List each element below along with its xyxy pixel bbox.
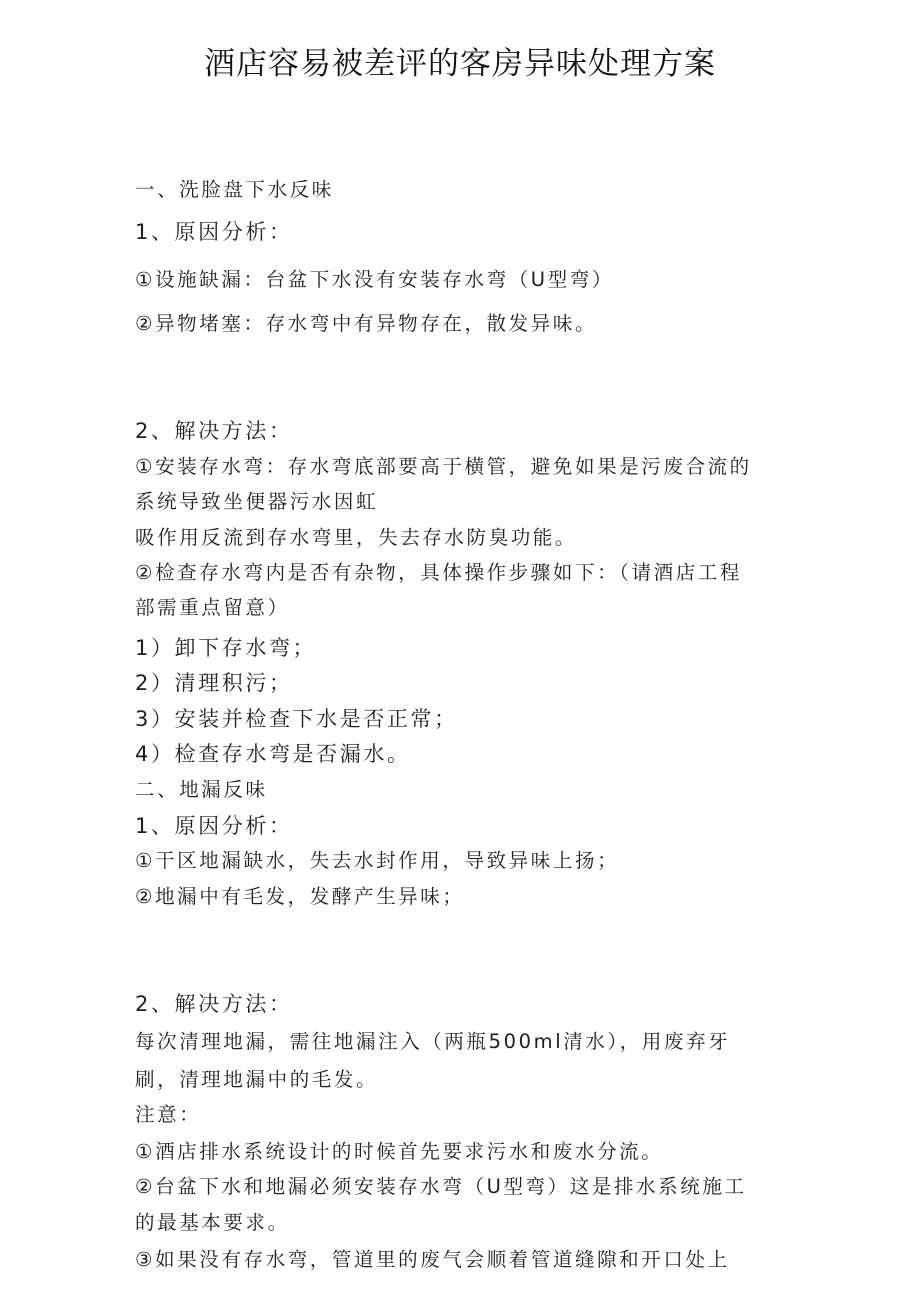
subheading-cause-1: 1、原因分析： xyxy=(135,220,293,244)
paragraph-line: 的最基本要求。 xyxy=(135,1211,290,1234)
section-heading-1: 一、洗脸盘下水反味 xyxy=(135,178,334,201)
paragraph-line: 系统导致坐便器污水因虹 xyxy=(135,490,379,513)
paragraph-line: ③如果没有存水弯，管道里的废气会顺着管道缝隙和开口处上 xyxy=(135,1248,730,1271)
paragraph-line: ②地漏中有毛发，发酵产生异味； xyxy=(135,885,465,908)
note-label: 注意： xyxy=(135,1103,202,1126)
step-item: 3）安装并检查下水是否正常； xyxy=(135,707,458,731)
section-heading-2: 二、地漏反味 xyxy=(135,778,268,801)
paragraph-line: ①安装存水弯：存水弯底部要高于横管，避免如果是污废合流的 xyxy=(135,455,752,478)
paragraph-line: ①干区地漏缺水，失去水封作用，导致异味上扬； xyxy=(135,849,620,872)
paragraph-line: 吸作用反流到存水弯里，失去存水防臭功能。 xyxy=(135,526,578,549)
subheading-cause-2: 1、原因分析： xyxy=(135,814,293,838)
paragraph-line: ②异物堵塞：存水弯中有异物存在，散发异味。 xyxy=(135,312,598,335)
paragraph-line: ①酒店排水系统设计的时候首先要求污水和废水分流。 xyxy=(135,1140,664,1163)
paragraph-line: ②检查存水弯内是否有杂物，具体操作步骤如下：（请酒店工程 xyxy=(135,561,743,584)
paragraph-line: 部需重点留意） xyxy=(135,596,290,619)
paragraph-line: 刷，清理地漏中的毛发。 xyxy=(135,1068,379,1091)
subheading-solution-1: 2、解决方法： xyxy=(135,419,293,443)
paragraph-line: ②台盆下水和地漏必须安装存水弯（U型弯）这是排水系统施工 xyxy=(135,1175,747,1198)
subheading-solution-2: 2、解决方法： xyxy=(135,992,293,1016)
paragraph-line: ①设施缺漏：台盆下水没有安装存水弯（U型弯） xyxy=(135,268,614,291)
step-item: 2）清理积污； xyxy=(135,671,293,695)
paragraph-line: 每次清理地漏，需往地漏注入（两瓶500ml清水），用废弃牙 xyxy=(135,1030,731,1053)
step-item: 1）卸下存水弯； xyxy=(135,636,317,660)
document-title: 酒店容易被差评的客房异味处理方案 xyxy=(204,46,716,82)
step-item: 4）检查存水弯是否漏水。 xyxy=(135,742,411,766)
